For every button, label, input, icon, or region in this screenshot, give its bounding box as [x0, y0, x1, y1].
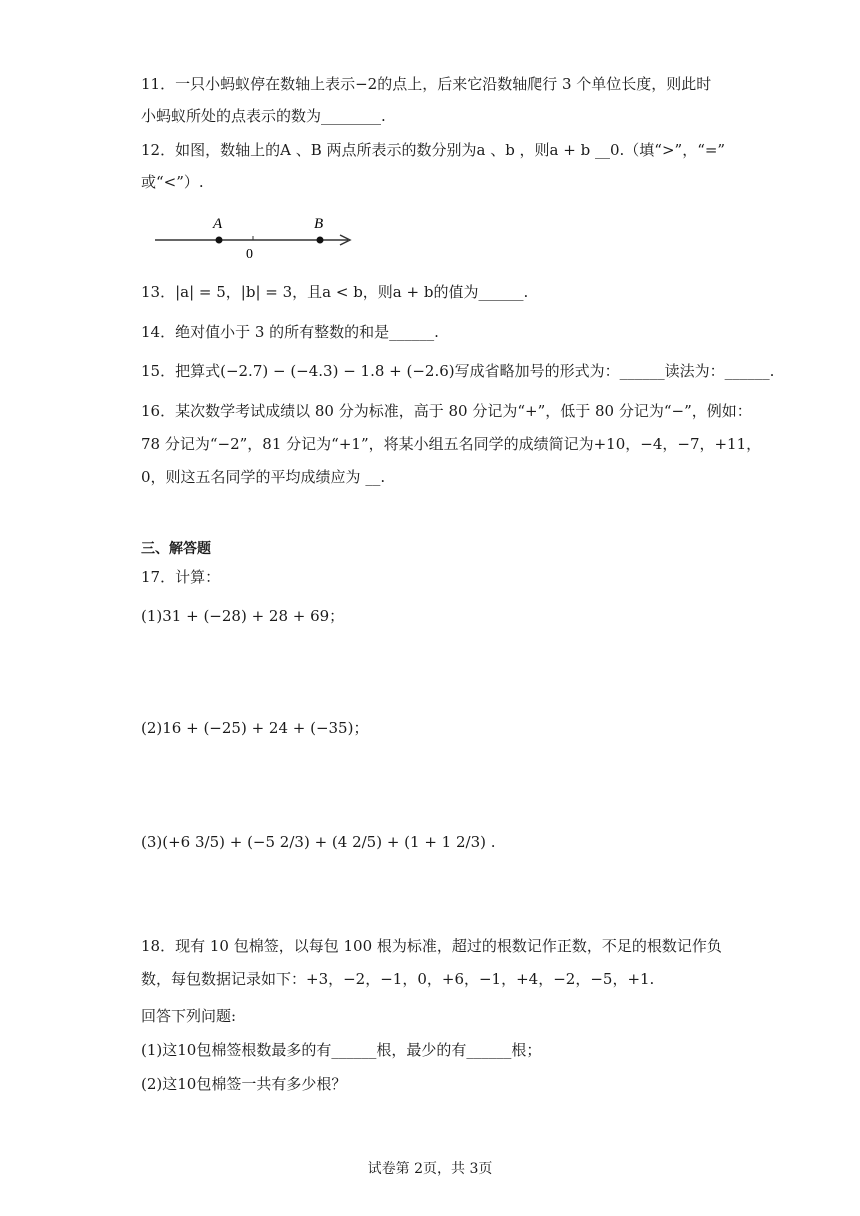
- q13-text: 13．|a| = 5，|b| = 3，且a < b，则a + b的值为______.: [141, 283, 529, 301]
- q17-title: 17．计算：: [141, 568, 221, 586]
- q18-line2: 数，每包数据记录如下：+3，−2，−1，0，+6，−1，+4，−2，−5，+1.: [141, 970, 655, 988]
- q16-line3: 0，则这五名同学的平均成绩应为 __.: [141, 468, 386, 486]
- q18-line1: 18．现有 10 包棉签，以每包 100 根为标准，超过的根数记作正数，不足的根数记作负: [141, 937, 722, 955]
- q17-part1: (1)31 + (−28) + 28 + 69；: [141, 607, 345, 625]
- q12-line2: 或“<”）.: [141, 173, 204, 191]
- q11-line2: 小蚂蚁所处的点表示的数为________.: [141, 107, 386, 125]
- q17-part2: (2)16 + (−25) + 24 + (−35)；: [141, 719, 369, 737]
- q15-text: 15．把算式(−2.7) − (−4.3) − 1.8 + (−2.6)写成省略加号的形式为：______读法为：______.: [141, 362, 775, 380]
- point-a-label: A: [213, 216, 223, 232]
- zero-label: 0: [246, 247, 253, 262]
- page-footer: 试卷第 2页，共 3页: [367, 1161, 493, 1177]
- q11-line1: 11．一只小蚂蚁停在数轴上表示−2的点上，后来它沿数轴爬行 3 个单位长度，则此时: [141, 75, 712, 93]
- q18-line4: (1)这10包棉签根数最多的有______根，最少的有______根；: [141, 1041, 542, 1059]
- q14-text: 14．绝对值小于 3 的所有整数的和是______.: [141, 323, 439, 341]
- q18-line3: 回答下列问题:: [141, 1007, 237, 1025]
- q17-part3: (3)(+6 3/5) + (−5 2/3) + (4 2/5) + (1 + 1 2/3) .: [141, 833, 496, 851]
- point-b-dot: [317, 237, 324, 244]
- point-a-dot: [216, 237, 223, 244]
- q12-line1: 12．如图，数轴上的A 、B 两点所表示的数分别为a 、b ，则a + b __0.（填“>”，“=”: [141, 141, 726, 159]
- q18-line5: (2)这10包棉签一共有多少根？: [141, 1075, 347, 1093]
- section3-title: 三、解答题: [141, 541, 211, 557]
- q16-line2: 78 分记为“−2”，81 分记为“+1”，将某小组五名同学的成绩简记为+10，−4，−7，+11，: [141, 435, 762, 453]
- point-b-label: B: [314, 216, 324, 232]
- number-line-figure: [150, 208, 360, 262]
- q16-line1: 16．某次数学考试成绩以 80 分为标准，高于 80 分记为“+”，低于 80 分记为“−”，例如：: [141, 402, 752, 420]
